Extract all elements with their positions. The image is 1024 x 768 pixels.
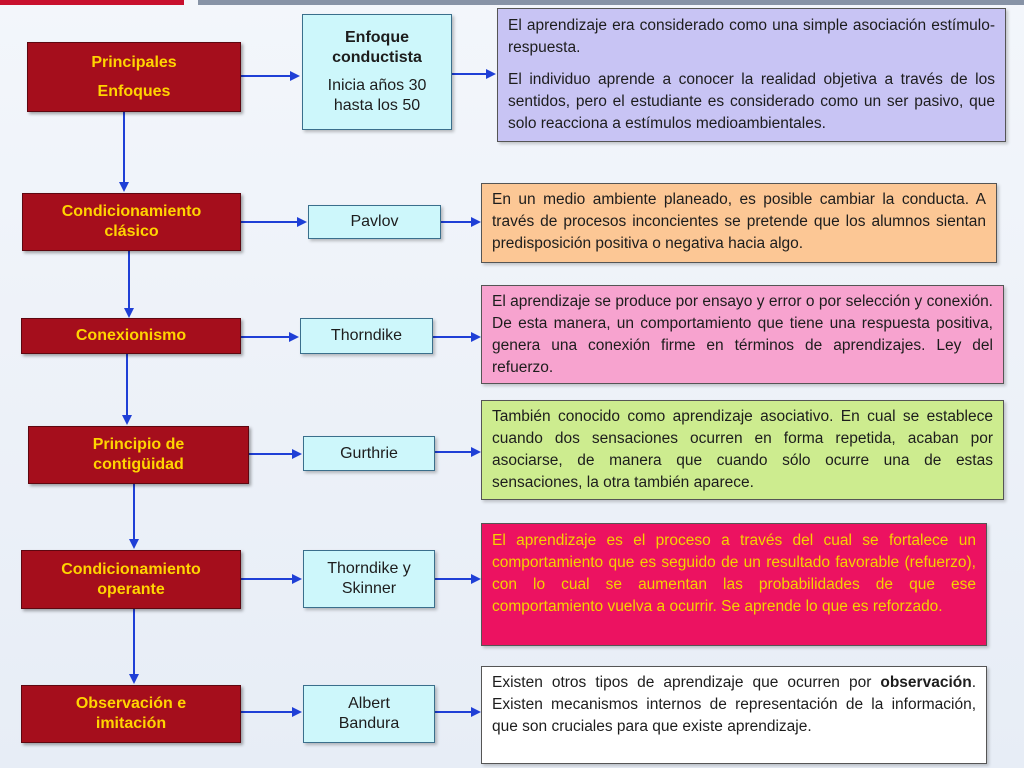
author-box-thorndike: [300, 318, 433, 354]
author-box-gurthrie: [303, 436, 435, 471]
main-topic-line1: Principales: [91, 53, 177, 71]
description-box-condicionamiento-clasico: [481, 183, 997, 263]
author-line2: Skinner: [341, 580, 397, 597]
concept-line2: imitación: [95, 715, 167, 732]
intro-paragraph-1: El aprendizaje era considerado como una simple asociación estímulo-respuesta.: [508, 17, 995, 56]
description-keyword: observación: [880, 674, 972, 691]
concept-box-condicionamiento-clasico: [22, 193, 241, 251]
concept-box-conexionismo: [21, 318, 241, 354]
description-box-conexionismo: [481, 285, 1004, 384]
approach-box: [302, 14, 452, 130]
description-box-observacion-imitacion: [481, 666, 987, 764]
description-text: También conocido como aprendizaje asociativo. En cual se establece cuando dos sensaciones ocurren en forma repetida, acaban por asociarse, de manera que cuando sólo ocurre una de estas sensaciones, la otra también aparece.: [492, 408, 993, 491]
main-topic-box: [27, 42, 241, 112]
approach-period-line1: Inicia años 30: [327, 77, 427, 94]
concept-line1: Condicionamiento: [61, 203, 202, 220]
concept-box-principio-contiguidad: [28, 426, 249, 484]
author-line1: Thorndike: [330, 327, 403, 344]
author-line1: Thorndike y: [327, 560, 411, 577]
author-line1: Pavlov: [350, 213, 399, 230]
intro-paragraph-2: El individuo aprende a conocer la realidad objetiva a través de los sentidos, pero el estudiante es considerado como un ser pasivo, que solo reacciona a estímulos medioambientales.: [508, 71, 995, 132]
concept-line1: Principio de: [92, 436, 185, 453]
description-part2: . Existen mecanismos internos de representación de la información, que son cruciales para que existe aprendizaje.: [492, 674, 976, 735]
intro-text-box: [497, 8, 1006, 142]
concept-box-condicionamiento-operante: [21, 550, 241, 609]
author-box-pavlov: [308, 205, 441, 239]
description-box-principio-contiguidad: [481, 400, 1004, 500]
description-text: [492, 672, 976, 738]
author-line1: Gurthrie: [340, 444, 398, 462]
main-topic-line2: Enfoques: [97, 82, 171, 100]
concept-line1: Observación e: [75, 695, 187, 712]
author-line1: Albert: [348, 695, 390, 712]
concept-line1: Condicionamiento: [61, 560, 201, 578]
approach-title-line2: conductista: [332, 49, 422, 66]
author-box-albert-bandura: [303, 685, 435, 743]
concept-box-observacion-imitacion: [21, 685, 241, 743]
author-box-thorndike-skinner: [303, 550, 435, 608]
description-box-condicionamiento-operante: [481, 523, 987, 646]
concept-line2: contigüidad: [93, 456, 184, 473]
approach-title-line1: Enfoque: [345, 29, 409, 46]
author-line2: Bandura: [338, 715, 400, 732]
description-text: En un medio ambiente planeado, es posible cambiar la conducta. A través de procesos inconcientes se pretende que los alumnos sientan predisposición positiva o negativa hacia algo.: [492, 191, 986, 252]
description-text: El aprendizaje se produce por ensayo y error o por selección y conexión. De esta manera, un comportamiento que tiene una respuesta positiva, genera una conexión firme en términos de aprendizajes. Ley del refuerzo.: [492, 293, 993, 376]
description-text: El aprendizaje es el proceso a través del cual se fortalece un comportamiento que es seguido de un resultado favorable (refuerzo), con lo cual se aumentan las probabilidades de que ese comportamiento vuelva a ocurrir. Se aprende lo que es reforzado.: [492, 532, 976, 615]
description-part1: Existen otros tipos de aprendizaje que ocurren por: [492, 674, 881, 691]
concept-line2: clásico: [104, 223, 159, 240]
concept-line1: Conexionismo: [75, 327, 187, 344]
concept-line2: operante: [97, 580, 165, 598]
approach-period-line2: hasta los 50: [333, 97, 421, 114]
